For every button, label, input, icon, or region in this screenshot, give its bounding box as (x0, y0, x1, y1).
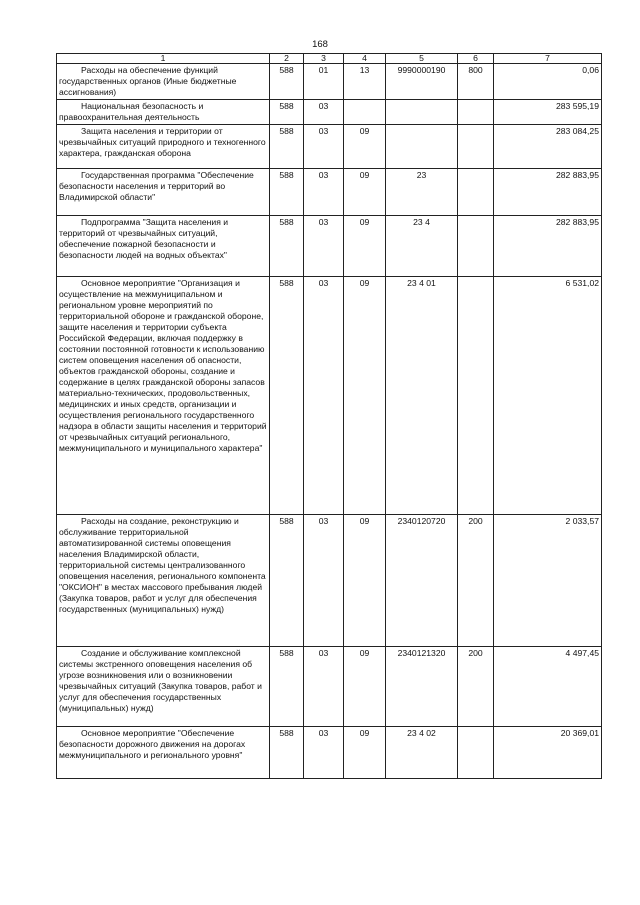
cell-c6 (458, 216, 494, 277)
cell-c2: 588 (270, 515, 304, 647)
row-name: Государственная программа "Обеспечение безопасности населения и территорий во Владимирской области" (57, 169, 270, 216)
cell-c2: 588 (270, 125, 304, 169)
cell-c5: 23 4 02 (386, 727, 458, 779)
table-header-row (57, 54, 602, 64)
cell-c5: 23 (386, 169, 458, 216)
cell-c4: 09 (344, 125, 386, 169)
cell-c6 (458, 727, 494, 779)
table-row (57, 216, 602, 277)
cell-c6 (458, 100, 494, 125)
cell-amount: 282 883,95 (494, 169, 602, 216)
cell-c3: 03 (304, 216, 344, 277)
table-row (57, 64, 602, 100)
column-header: 1 (57, 54, 270, 64)
row-name: Защита населения и территории от чрезвычайных ситуаций природного и техногенного характера, гражданская оборона (57, 125, 270, 169)
cell-c6 (458, 125, 494, 169)
table-row (57, 100, 602, 125)
cell-c6: 800 (458, 64, 494, 100)
budget-table (56, 53, 602, 779)
cell-c2: 588 (270, 647, 304, 727)
column-header: 3 (304, 54, 344, 64)
cell-c5: 23 4 (386, 216, 458, 277)
table-row (57, 647, 602, 727)
cell-c5: 9990000190 (386, 64, 458, 100)
cell-c3: 01 (304, 64, 344, 100)
cell-amount: 282 883,95 (494, 216, 602, 277)
cell-c4: 09 (344, 647, 386, 727)
page-number: 168 (312, 39, 328, 50)
cell-c4 (344, 100, 386, 125)
table-row (57, 169, 602, 216)
cell-c2: 588 (270, 100, 304, 125)
cell-c4: 09 (344, 277, 386, 515)
row-name: Расходы на обеспечение функций государственных органов (Иные бюджетные ассигнования) (57, 64, 270, 100)
cell-c6: 200 (458, 515, 494, 647)
cell-c3: 03 (304, 647, 344, 727)
column-header: 7 (494, 54, 602, 64)
column-header: 6 (458, 54, 494, 64)
cell-amount: 6 531,02 (494, 277, 602, 515)
cell-c2: 588 (270, 64, 304, 100)
cell-amount: 4 497,45 (494, 647, 602, 727)
cell-c6: 200 (458, 647, 494, 727)
cell-c3: 03 (304, 100, 344, 125)
column-header: 5 (386, 54, 458, 64)
cell-c5: 23 4 01 (386, 277, 458, 515)
cell-amount: 283 595,19 (494, 100, 602, 125)
row-name: Основное мероприятие "Обеспечение безопасности дорожного движения на дорогах межмуниципального и регионального уровня" (57, 727, 270, 779)
row-name: Основное мероприятие "Организация и осуществление на межмуниципальном и региональном уровне мероприятий по территориальной обороне и гражданской обороне, защите населения и территории субъекта Российской Федерации, включая поддержку в состоянии постоянной готовности к использованию систем оповещения населения об опасности, объектов гражданской обороны, создание и содержание в целях гражданской обороны запасов материально-технических, продовольственных, медицинских и иных средств, организации и осуществления регионального государственного надзора в области защиты населения и территорий от чрезвычайных ситуаций регионального, межмуниципального и муниципального характера" (57, 277, 270, 515)
table-row (57, 727, 602, 779)
cell-c2: 588 (270, 727, 304, 779)
cell-c3: 03 (304, 277, 344, 515)
cell-c5 (386, 125, 458, 169)
cell-c5 (386, 100, 458, 125)
cell-c5: 2340121320 (386, 647, 458, 727)
cell-c3: 03 (304, 727, 344, 779)
cell-c3: 03 (304, 515, 344, 647)
cell-amount: 2 033,57 (494, 515, 602, 647)
cell-amount: 0,06 (494, 64, 602, 100)
cell-c5: 2340120720 (386, 515, 458, 647)
cell-c4: 13 (344, 64, 386, 100)
column-header: 2 (270, 54, 304, 64)
column-header: 4 (344, 54, 386, 64)
cell-c3: 03 (304, 169, 344, 216)
table-row (57, 277, 602, 515)
cell-c6 (458, 169, 494, 216)
row-name: Национальная безопасность и правоохранительная деятельность (57, 100, 270, 125)
cell-amount: 283 084,25 (494, 125, 602, 169)
table-row (57, 125, 602, 169)
cell-c2: 588 (270, 169, 304, 216)
row-name: Подпрограмма "Защита населения и территорий от чрезвычайных ситуаций, обеспечение пожарной безопасности и безопасности людей на водных объектах" (57, 216, 270, 277)
row-name: Расходы на создание, реконструкцию и обслуживание территориальной автоматизированной системы оповещения населения Владимирской области, территориальной системы централизованного оповещения населения, регионального компонента "ОКСИОН" в местах массового пребывания людей (Закупка товаров, работ и услуг для обеспечения государственных (муниципальных) нужд) (57, 515, 270, 647)
cell-c4: 09 (344, 216, 386, 277)
row-name: Создание и обслуживание комплексной системы экстренного оповещения населения об угрозе возникновения или о возникновении чрезвычайных ситуаций (Закупка товаров, работ и услуг для обеспечения государственных (муниципальных) нужд) (57, 647, 270, 727)
cell-c6 (458, 277, 494, 515)
cell-c4: 09 (344, 727, 386, 779)
cell-c4: 09 (344, 169, 386, 216)
cell-c4: 09 (344, 515, 386, 647)
cell-c2: 588 (270, 277, 304, 515)
cell-c3: 03 (304, 125, 344, 169)
cell-amount: 20 369,01 (494, 727, 602, 779)
cell-c2: 588 (270, 216, 304, 277)
table-row (57, 515, 602, 647)
